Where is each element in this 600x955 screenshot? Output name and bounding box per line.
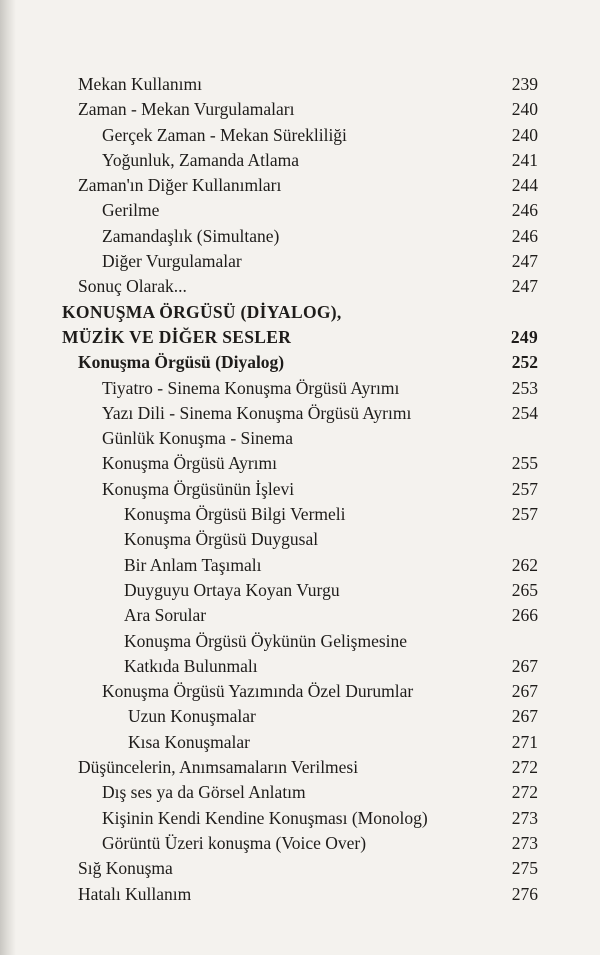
toc-section-heading (0, 350, 600, 375)
table-of-contents (0, 72, 600, 907)
toc-entry (0, 629, 600, 654)
toc-entry-page: 246 (511, 200, 538, 221)
toc-entry-page: 276 (511, 883, 538, 904)
toc-entry-page: 241 (511, 149, 538, 170)
toc-entry-title: Zaman - Mekan Vurgulamaları (78, 99, 295, 120)
toc-entry-page: 257 (511, 478, 538, 499)
toc-entry-title: Ara Sorular (124, 605, 207, 626)
toc-entry-title: Katkıda Bulunmalı (124, 655, 258, 676)
toc-entry-title: Diğer Vurgulamalar (102, 251, 242, 272)
toc-entry (0, 831, 600, 856)
toc-entry (0, 527, 600, 552)
toc-entry-title: Duyguyu Ortaya Koyan Vurgu (124, 579, 340, 600)
toc-entry (0, 148, 600, 173)
toc-entry-page: 267 (511, 655, 538, 676)
toc-entry (0, 198, 600, 223)
toc-entry-page: 267 (511, 681, 538, 702)
toc-entry-title: Kısa Konuşmalar (128, 731, 250, 752)
toc-entry (0, 553, 600, 578)
toc-entry-page: 252 (511, 352, 538, 373)
toc-entry-title: Konuşma Örgüsü (Diyalog) (78, 352, 285, 373)
toc-entry-page: 254 (511, 402, 538, 423)
toc-entry-page: 240 (511, 124, 538, 145)
toc-entry (0, 72, 600, 97)
toc-entry-page: 244 (511, 175, 538, 196)
toc-entry (0, 249, 600, 274)
toc-entry-page: 255 (511, 453, 538, 474)
toc-entry-title: Konuşma Örgüsü Öykünün Gelişmesine (124, 630, 408, 651)
toc-entry-title: Zamandaşlık (Simultane) (102, 225, 280, 246)
toc-entry (0, 401, 600, 426)
toc-entry-title: Hatalı Kullanım (78, 883, 192, 904)
toc-chapter-heading (0, 325, 600, 350)
toc-entry (0, 780, 600, 805)
toc-entry (0, 882, 600, 907)
toc-entry-page: 247 (511, 251, 538, 272)
toc-entry-page: 267 (511, 706, 538, 727)
toc-entry (0, 578, 600, 603)
toc-entry-title: MÜZİK VE DİĞER SESLER (62, 326, 292, 347)
toc-entry-title: KONUŞMA ÖRGÜSÜ (DİYALOG), (62, 301, 342, 322)
toc-entry (0, 274, 600, 299)
toc-entry (0, 97, 600, 122)
toc-entry-page: 272 (511, 782, 538, 803)
toc-entry (0, 755, 600, 780)
toc-entry-title: Sonuç Olarak... (78, 276, 187, 297)
toc-entry-page: 272 (511, 757, 538, 778)
toc-entry (0, 806, 600, 831)
toc-entry-title: Yoğunluk, Zamanda Atlama (102, 149, 300, 170)
toc-entry-page: 247 (511, 276, 538, 297)
toc-entry (0, 730, 600, 755)
toc-entry (0, 654, 600, 679)
toc-entry-page: 266 (511, 605, 538, 626)
toc-entry-page: 239 (511, 74, 538, 94)
toc-entry-page: 275 (511, 858, 538, 879)
toc-entry-title: Düşüncelerin, Anımsamaların Verilmesi (78, 757, 359, 778)
toc-entry-title: Gerçek Zaman - Mekan Sürekliliği (102, 124, 347, 145)
toc-entry-page: 265 (511, 579, 538, 600)
toc-entry-title: Bir Anlam Taşımalı (124, 554, 262, 575)
toc-entry-title: Yazı Dili - Sinema Konuşma Örgüsü Ayrımı (102, 402, 412, 423)
toc-entry-title: Konuşma Örgüsü Yazımında Özel Durumlar (102, 681, 414, 702)
toc-entry-title: Gerilme (102, 200, 160, 221)
toc-entry (0, 173, 600, 198)
toc-entry (0, 451, 600, 476)
toc-entry-page: 249 (510, 326, 538, 347)
toc-entry-title: Uzun Konuşmalar (128, 706, 256, 727)
toc-entry (0, 376, 600, 401)
toc-entry-title: Günlük Konuşma - Sinema (102, 428, 294, 449)
toc-entry-page: 271 (511, 731, 538, 752)
toc-entry-page: 246 (511, 225, 538, 246)
toc-entry (0, 123, 600, 148)
toc-entry (0, 679, 600, 704)
toc-entry (0, 603, 600, 628)
toc-entry-title: Sığ Konuşma (78, 858, 173, 879)
toc-entry-title: Konuşma Örgüsü Ayrımı (102, 453, 278, 474)
toc-entry-page: 273 (511, 832, 538, 853)
toc-entry-page: 253 (511, 377, 538, 398)
toc-entry-title: Görüntü Üzeri konuşma (Voice Over) (102, 832, 367, 853)
toc-entry (0, 477, 600, 502)
toc-entry-page: 262 (511, 554, 538, 575)
toc-entry-page: 273 (511, 807, 538, 828)
toc-entry (0, 704, 600, 729)
toc-entry-title: Konuşma Örgüsü Bilgi Vermeli (124, 504, 346, 525)
toc-entry-title: Tiyatro - Sinema Konuşma Örgüsü Ayrımı (102, 377, 400, 398)
toc-entry-title: Zaman'ın Diğer Kullanımları (78, 175, 282, 196)
toc-entry-title: Dış ses ya da Görsel Anlatım (102, 782, 306, 803)
toc-entry (0, 856, 600, 881)
toc-entry-title: Kişinin Kendi Kendine Konuşması (Monolog) (102, 807, 428, 828)
toc-entry (0, 224, 600, 249)
toc-chapter-heading (0, 300, 600, 325)
toc-entry (0, 502, 600, 527)
toc-entry (0, 426, 600, 451)
toc-entry-title: Konuşma Örgüsü Duygusal (124, 529, 319, 550)
toc-entry-page: 257 (511, 504, 538, 525)
toc-entry-title: Konuşma Örgüsünün İşlevi (102, 478, 295, 499)
toc-entry-title: Mekan Kullanımı (78, 74, 202, 94)
toc-entry-page: 240 (511, 99, 538, 120)
